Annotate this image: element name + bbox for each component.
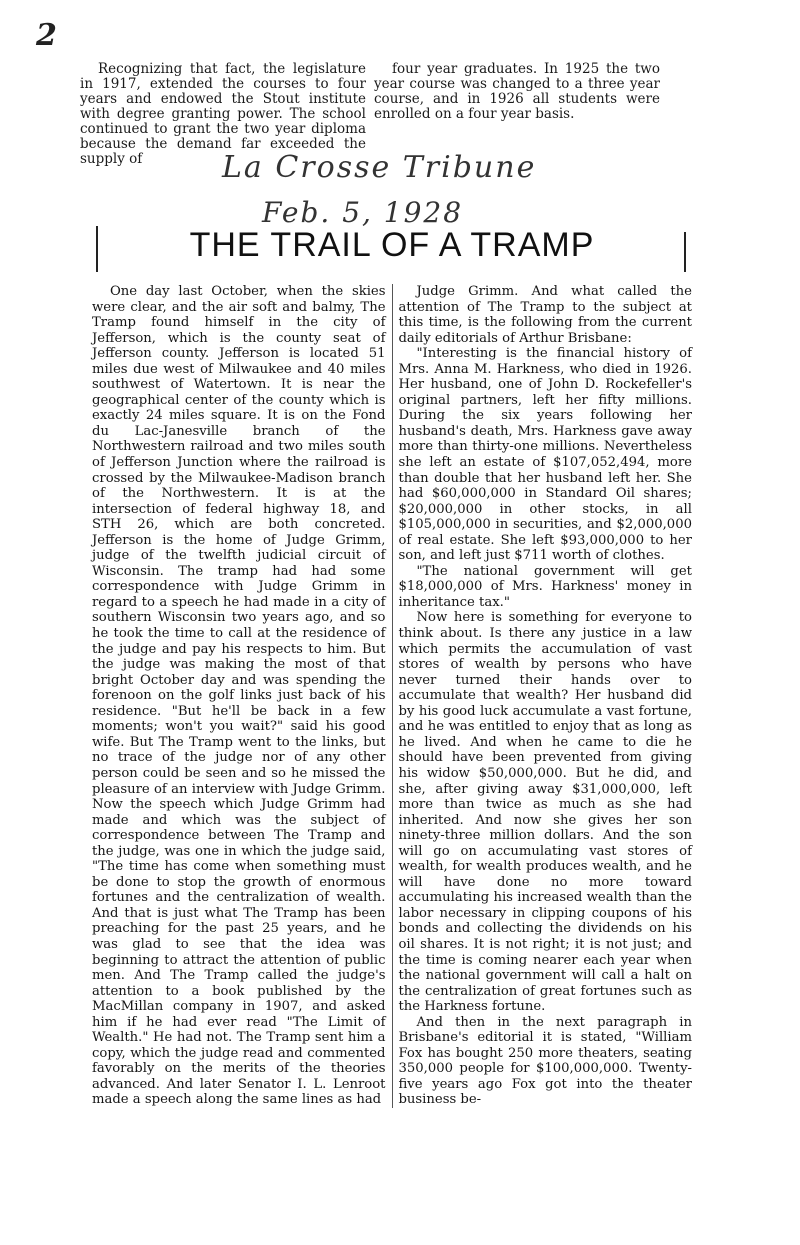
column-divider [392, 284, 393, 1108]
article-body [92, 284, 692, 1108]
article-column-2 [398, 284, 692, 1108]
page-number: 2 [36, 18, 57, 53]
top-clipping-paragraph-2: four year graduates. In 1925 the two year course was changed to a three year course, and in 1926 all students were enrolled on a four year basis. [374, 61, 660, 122]
article-paragraph: "Interesting is the financial history of Mrs. Anna M. Harkness, who died in 1926. Her husband, one of John D. Rockefeller's original partners, left her fifty millions. During the six years following her husband's death, Mrs. Harkness gave away more than thirty-one millions. Nevertheless she left an estate of $107,052,494, more than double that her husband left her. She had $60,000,000 in Standard Oil shares; $20,000,000 in other stocks, in all $105,000,000 in securities, and $2,000,000 of real estate. She left $93,000,000 to her son, and left just $711 worth of clothes. [398, 346, 692, 564]
article-paragraph: And then in the next paragraph in Brisbane's editorial it is stated, "William Fox has bought 250 more theaters, seating 350,000 people for $100,000,000. Twenty-five years ago Fox got into the theater business be- [398, 1014, 692, 1108]
handwritten-source: La Crosse Tribune [222, 150, 537, 185]
article-paragraph: "The national government will get $18,000,000 of Mrs. Harkness' money in inheritance tax." [398, 563, 692, 610]
article-paragraph: One day last October, when the skies were clear, and the air soft and balmy, The Tramp found himself in the city of Jefferson, which is the county seat of Jefferson county. Jefferson is located 51 miles due west of Milwaukee and 40 miles southwest of Watertown. It is near the geographical center of the county which is exactly 24 miles square. It is on the Fond du Lac-Janesville branch of the Northwestern railroad and two miles south of Jefferson Junction where the railroad is crossed by the Milwaukee-Madison branch of the Northwestern. It is at the intersection of federal highway 18, and STH 26, which are both concreted. Jefferson is the home of Judge Grimm, judge of the twelfth judicial circuit of Wisconsin. The tramp had had some correspondence with Judge Grimm in regard to a speech he had made in a city of southern Wisconsin two years ago, and so he took the time to call at the residence of the judge and pay his respects to him. But the judge was making the most of that bright October day and was spending the forenoon on the golf links just back of his residence. "But he'll be back in a few moments; won't you wait?" said his good wife. But The Tramp went to the links, but no trace of the judge nor of any other person could be seen and so he missed the pleasure of an interview with Judge Grimm. Now the speech which Judge Grimm had made and which was the subject of correspondence between The Tramp and the judge, was one in which the judge said, "The time has come when something must be done to stop the growth of enormous fortunes and the centralization of wealth. And that is just what The Tramp has been preaching for the past 25 years, and he was glad to see that the idea was beginning to attract the attention of public men. And The Tramp called the judge's attention to a book published by the MacMillan company in 1907, and asked him if he had ever read "The Limit of Wealth." He had not. The Tramp sent him a copy, which the judge read and commented favorably on the merits of the theories advanced. And later Senator I. L. Lenroot made a speech along the same lines as had [92, 284, 386, 1108]
top-clipping-paragraph-1: Recognizing that fact, the legislature in 1917, extended the courses to four years and endowed the Stout institute with degree granting power. The school continued to grant the two year diploma because the demand far exceeded the supply of [80, 61, 366, 167]
article-paragraph: Judge Grimm. And what called the attention of The Tramp to the subject at this time, is the following from the current daily editorials of Arthur Brisbane: [398, 284, 692, 346]
article-column-1 [92, 284, 386, 1108]
handwritten-date: Feb. 5, 1928 [262, 196, 464, 229]
headline: THE TRAIL OF A TRAMP [189, 226, 595, 264]
article-paragraph: Now here is something for everyone to think about. Is there any justice in a law which permits the accumulation of vast stores of wealth by persons who have never turned their hands over to accumulate that wealth? Her husband did by his good luck accumulate a vast fortune, and he was entitled to enjoy that as long as he lived. And when he came to die he should have been prevented from giving his widow $50,000,000. But he did, and she, after giving away $31,000,000, left more than twice as much as she had inherited. And now she gives her son ninety-three million dollars. And the son will go on accumulating vast stores of wealth, for wealth produces wealth, and he will have done no more toward accumulating his increased wealth than the labor necessary in clipping coupons of his bonds and collecting the dividends on his oil shares. It is not right; it is not just; and the time is coming nearer each year when the national government will call a halt on the centralization of great fortunes such as the Harkness fortune. [398, 610, 692, 1015]
headline-rule-right [684, 232, 686, 272]
headline-rule-left [96, 226, 98, 272]
